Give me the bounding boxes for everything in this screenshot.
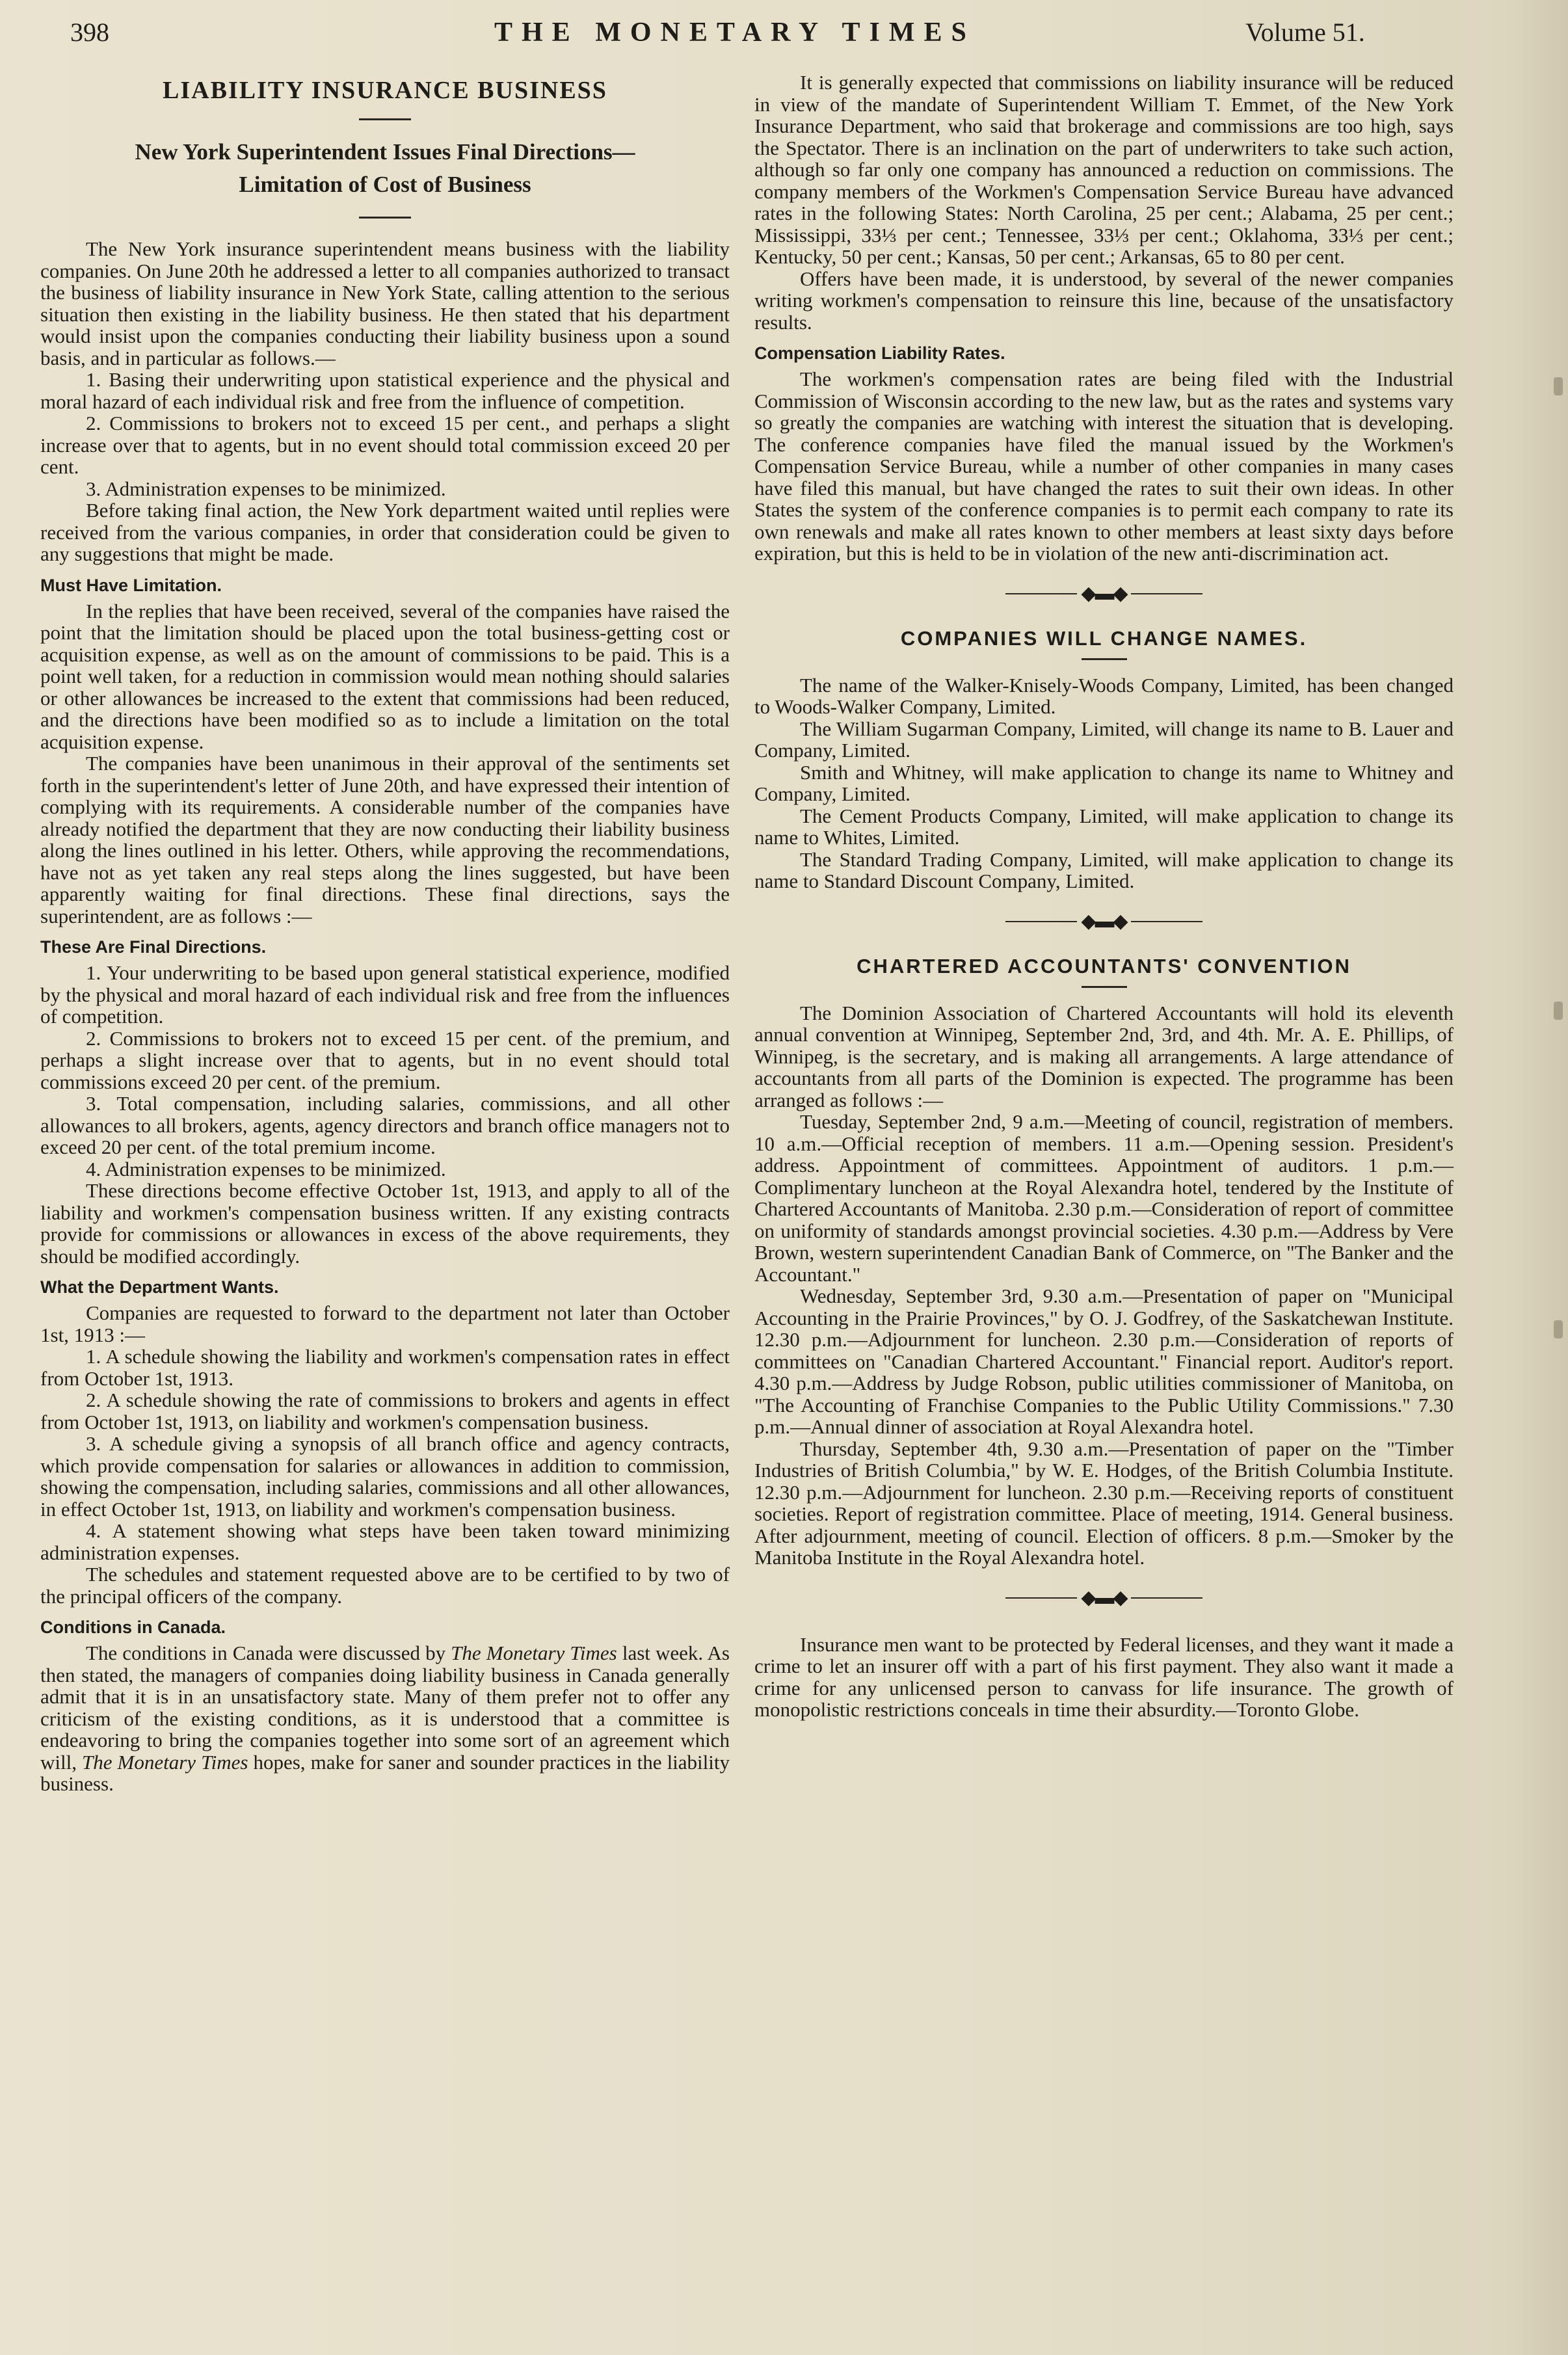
binding-mark: [1554, 1002, 1563, 1020]
section-heading: Compensation Liability Rates.: [754, 343, 1005, 363]
paragraph: In the replies that have been received, several of the companies have raised the point that the limitation should be placed upon the total business-getting cost or acquisition expense, as well as on the amount of commissions to be paid. This is a point well taken, for a reduction in commission would mean nothing should salaries or other allowances be increased to the extent that commissions had been reduced, and the directions have been modified so as to include a limitation on the total acquisition expense.: [40, 599, 730, 753]
paragraph: The Dominion Association of Chartered Accountants will hold its eleventh annual convention at Winnipeg, September 2nd, 3rd, and 4th. Mr. A. E. Phillips, of Winnipeg, is the secretary, and is making all arrangements. A large attendance of accountants from all parts of the Dominion is expected. The programme has been arranged as follows :—: [754, 1001, 1454, 1111]
ornament-divider: [754, 584, 1454, 604]
paragraph: The Cement Products Company, Limited, will make application to change its name to Whites, Limited.: [754, 804, 1454, 849]
paragraph: The New York insurance superintendent means business with the liability companies. On June 20th he addressed a letter to all companies authorized to transact the business of liability insurance in New York State, calling attention to the serious situation then existing in the liability business. He then stated that his department would insist upon the companies conducting their liability business upon a sound basis, and in particular as follows.—: [40, 237, 730, 369]
paragraph: 1. Basing their underwriting upon statistical experience and the physical and moral hazard of each individual risk and free from the influence of competition.: [40, 368, 730, 413]
journal-title: THE MONETARY TIMES: [494, 18, 976, 47]
subtitle-rule: [359, 217, 411, 219]
paragraph: The schedules and statement requested above are to be certified to by two of the principal officers of the company.: [40, 1563, 730, 1608]
paragraph: The workmen's compensation rates are being filed with the Industrial Commission of Wisconsin according to the new law, but as the rates and systems vary so greatly the companies are watching with interest the situation that is developing. The conference companies have filed the manual issued by the Workmen's Compensation Service Bureau, while a number of other companies in many cases have filed this manual, but have changed the rates to suit their own ideas. In other States the system of the conference companies is to permit each company to rate its own renewals and make all rates known to other members at least sixty days before expiration, but this is held to be in violation of the new anti-discrimination act.: [754, 367, 1454, 565]
section-heading: Must Have Limitation.: [40, 575, 222, 595]
ornament-icon: ◆▬◆: [1081, 1586, 1127, 1608]
paragraph: The William Sugarman Company, Limited, will change its name to B. Lauer and Company, Limited.: [754, 717, 1454, 762]
left-column: [40, 72, 730, 1795]
section-heading: These Are Final Directions.: [40, 937, 267, 957]
title-rule: [1082, 658, 1127, 660]
paragraph: The conditions in Canada were discussed by The Monetary Times last week. As then stated, the managers of companies doing liability business in Canada generally admit that it is in an unsatisfactory state. Many of them prefer not to offer any criticism of the existing conditions, as it is understood that a committee is endeavoring to bring the companies together into some sort of an agreement which will, The Monetary Times hopes, make for saner and sounder practices in the liability business.: [40, 1642, 730, 1795]
paragraph: 1. Your underwriting to be based upon general statistical experience, modified by the physical and moral hazard of each individual risk and free from the influences of competition.: [40, 961, 730, 1028]
paragraph: 3. Total compensation, including salaries, commissions, and all other allowances to all brokers, agents, agency directors and branch office managers not to exceed 20 per cent. of the total premium income.: [40, 1092, 730, 1158]
binding-mark: [1554, 1320, 1563, 1338]
paragraph: Smith and Whitney, will make application to change its name to Whitney and Company, Limited.: [754, 760, 1454, 805]
paragraph: Wednesday, September 3rd, 9.30 a.m.—Presentation of paper on "Municipal Accounting in the Prairie Provinces," by O. J. Godfrey, of the Saskatchewan Institute. 12.30 p.m.—Adjournment for luncheon. 2.30 p.m.—Consideration of reports of committees on "Canadian Chartered Accountant." Financial report. Auditor's report. 4.30 p.m.—Address by Judge Robson, public utilities commissioner of Manitoba, on "The Accounting of Franchise Companies to the Public Utility Commissions." 7.30 p.m.—Annual dinner of association at Royal Alexandra hotel.: [754, 1284, 1454, 1438]
volume-label: Volume 51.: [1245, 18, 1365, 47]
title-rule: [359, 118, 411, 120]
title-rule: [1082, 986, 1127, 988]
paragraph: Thursday, September 4th, 9.30 a.m.—Presentation of paper on the "Timber Industries of British Columbia," by W. E. Hodges, of the British Columbia Institute. 12.30 p.m.—Adjournment for luncheon. 2.30 p.m.—Receiving reports of constituent societies. Report of registration committee. Place of meeting, 1914. General business. After adjournment, meeting of council. Election of officers. 8 p.m.—Smoker by the Manitoba Institute in the Royal Alexandra hotel.: [754, 1437, 1454, 1569]
paragraph: The Standard Trading Company, Limited, will make application to change its name to Standard Discount Company, Limited.: [754, 847, 1454, 892]
paragraph: 3. Administration expenses to be minimized.: [86, 477, 446, 500]
ornament-icon: ◆▬◆: [1081, 910, 1127, 932]
paragraph: The name of the Walker-Knisely-Woods Company, Limited, has been changed to Woods-Walker Company, Limited.: [754, 673, 1454, 718]
article-title: CHARTERED ACCOUNTANTS' CONVENTION: [857, 954, 1351, 978]
article-title: LIABILITY INSURANCE BUSINESS: [163, 77, 607, 104]
article-subtitle-line2: Limitation of Cost of Business: [239, 172, 531, 197]
paragraph: 4. A statement showing what steps have been taken toward minimizing administration expenses.: [40, 1519, 730, 1564]
paragraph: 2. Commissions to brokers not to exceed 15 per cent. of the premium, and perhaps a slight increase over that to agents, but in no event should total commissions exceed 20 per cent. of the premium.: [40, 1026, 730, 1093]
paragraph: Companies are requested to forward to the department not later than October 1st, 1913 :—: [40, 1301, 730, 1346]
page-header: [0, 0, 1568, 72]
paragraph: These directions become effective October 1st, 1913, and apply to all of the liability and workmen's compensation business written. If any existing contracts provide for commissions or allowances in excess of the above requirements, they should be modified accordingly.: [40, 1179, 730, 1268]
paragraph: 3. A schedule giving a synopsis of all branch office and agency contracts, which provide compensation for salaries or allowances in addition to commission, showing the compensation, including salaries, commissions and all other allowances, in effect October 1st, 1913, on liability and workmen's compensation business.: [40, 1432, 730, 1521]
ornament-divider: [754, 1588, 1454, 1608]
paragraph: Insurance men want to be protected by Federal licenses, and they want it made a crime to let an insurer off with a part of his first payment. They also want it made a crime for any unlicensed person to canvass for life insurance. The growth of monopolistic restrictions conceals in time their absurdity.—Toronto Globe.: [754, 1632, 1454, 1721]
right-column: [754, 72, 1454, 1721]
paragraph: 2. A schedule showing the rate of commissions to brokers and agents in effect from October 1st, 1913, on liability and workmen's compensation business.: [40, 1389, 730, 1433]
paragraph: It is generally expected that commissions on liability insurance will be reduced in view of the mandate of Superintendent William T. Emmet, of the New York Insurance Department, who said that brokerage and commissions are too high, says the Spectator. There is an inclination on the part of underwriters to take such action, although so far only one company has announced a reduction on commissions. The company members of the Workmen's Compensation Service Bureau have advanced rates in the following States: North Carolina, 25 per cent.; Alabama, 25 per cent.; Mississippi, 33⅓ per cent.; Tennessee, 33⅓ per cent.; Oklahoma, 33⅓ per cent.; Kentucky, 50 per cent.; Kansas, 50 per cent.; Arkansas, 65 to 80 per cent.: [754, 71, 1454, 268]
page-number: 398: [70, 18, 109, 47]
section-heading: Conditions in Canada.: [40, 1617, 226, 1637]
article-title: COMPANIES WILL CHANGE NAMES.: [900, 626, 1308, 650]
paragraph: 1. A schedule showing the liability and workmen's compensation rates in effect from October 1st, 1913.: [40, 1345, 730, 1390]
ornament-divider: [754, 912, 1454, 931]
article-subtitle-line1: New York Superintendent Issues Final Directions—: [135, 139, 635, 165]
section-heading: What the Department Wants.: [40, 1277, 279, 1297]
ornament-icon: ◆▬◆: [1081, 582, 1127, 604]
paragraph: 4. Administration expenses to be minimized.: [86, 1157, 446, 1180]
paragraph: 2. Commissions to brokers not to exceed 15 per cent., and perhaps a slight increase over that to agents, but in no event should total commission exceed 20 per cent.: [40, 412, 730, 478]
paragraph: The companies have been unanimous in their approval of the sentiments set forth in the superintendent's letter of June 20th, and have expressed their intention of complying with its requirements. A considerable number of the companies have already notified the department that they are now conducting their liability business along the lines outlined in his letter. Others, while approving the recommendations, have not as yet taken any real steps along the lines suggested, but have been apparently waiting for final directions. These final directions, says the superintendent, are as follows :—: [40, 752, 730, 927]
binding-mark: [1554, 377, 1563, 395]
paragraph: Tuesday, September 2nd, 9 a.m.—Meeting of council, registration of members. 10 a.m.—Official reception of members. 11 a.m.—Opening session. President's address. Appointment of committees. Appointment of auditors. 1 p.m.—Complimentary luncheon at the Royal Alexandra hotel, tendered by the Institute of Chartered Accountants of Manitoba. 2.30 p.m.—Consideration of report of committee on uniformity of standards amongst provincial societies. 4.30 p.m.—Address by Vere Brown, western superintendent Canadian Bank of Commerce, on "The Banker and the Accountant.": [754, 1110, 1454, 1286]
paragraph: Before taking final action, the New York department waited until replies were received from the various companies, in order that consideration could be given to any suggestions that might be made.: [40, 499, 730, 565]
paragraph: Offers have been made, it is understood, by several of the newer companies writing workmen's compensation to reinsure this line, because of the unsatisfactory results.: [754, 267, 1454, 334]
